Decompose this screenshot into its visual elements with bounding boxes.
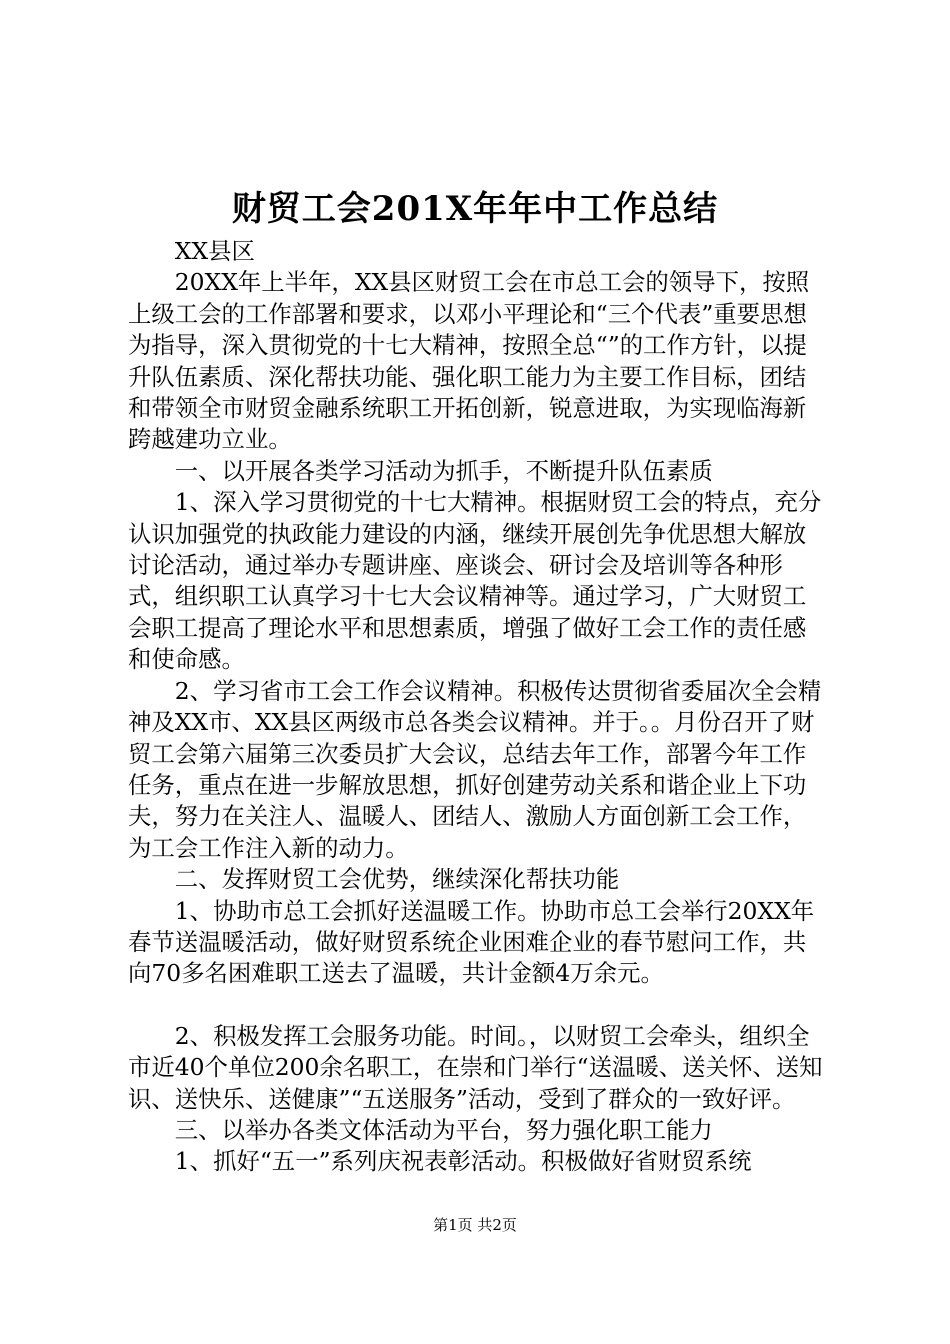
- page-number-footer: 第1页 共2页: [433, 1216, 517, 1234]
- paragraph-1-1: 1、深入学习贯彻党的十七大精神。根据财贸工会的特点，充分认识加强党的执政能力建设的内涵，继续开展创先争优思想大解放讨论活动，通过举办专题讲座、座谈会、研讨会及培训等各种形式，组织职工认真学习十七大会议精神等。通过学习，广大财贸工会职工提高了理论水平和思想素质，增强了做好工会工作的责任感和使命感。: [128, 488, 822, 674]
- paragraph-3-1: 1、抓好“五一”系列庆祝表彰活动。积极做好省财贸系统: [174, 1147, 752, 1176]
- paragraph-1-2: 2、学习省市工会工作会议精神。积极传达贯彻省委届次全会精神及XX市、XX县区两级市总各类会议精神。并于。。月份召开了财贸工会第六届第三次委员扩大会议，总结去年工作，部署今年工作任务，重点在进一步解放思想，抓好创建劳动关系和谐企业上下功夫，努力在关注人、温暖人、团结人、激励人方面创新工会工作，为工会工作注入新的动力。: [128, 676, 822, 862]
- section-heading-3: 三、以举办各类文体活动为平台，努力强化职工能力: [174, 1115, 713, 1144]
- paragraph-2-2: 2、积极发挥工会服务功能。时间。，以财贸工会牵头，组织全市近40个单位200余名职工，在崇和门举行“送温暖、送关怀、送知识、送快乐、送健康”“五送服务”活动，受到了群众的一致好评。: [128, 1021, 823, 1113]
- paragraph-2-1: 1、协助市总工会抓好送温暖工作。协助市总工会举行20XX年春节送温暖活动，做好财贸系统企业困难企业的春节慰问工作，共向70多名困难职工送去了温暖，共计金额4万余元。: [128, 896, 815, 988]
- author-line: XX县区: [174, 237, 255, 265]
- intro-paragraph: 20XX年上半年，XX县区财贸工会在市总工会的领导下，按照上级工会的工作部署和要求，以邓小平理论和“三个代表”重要思想为指导，深入贯彻党的十七大精神，按照全总“”的工作方针，以提升队伍素质、深化帮扶功能、强化职工能力为主要工作目标，团结和带领全市财贸金融系统职工开拓创新，锐意进取，为实现临海新跨越建功立业。: [128, 268, 810, 454]
- section-heading-1: 一、以开展各类学习活动为抓手，不断提升队伍素质: [174, 456, 713, 485]
- document-title: 财贸工会201X年年中工作总结: [231, 189, 719, 229]
- section-heading-2: 二、发挥财贸工会优势，继续深化帮扶功能: [174, 865, 620, 894]
- document-body: [128, 236, 824, 1178]
